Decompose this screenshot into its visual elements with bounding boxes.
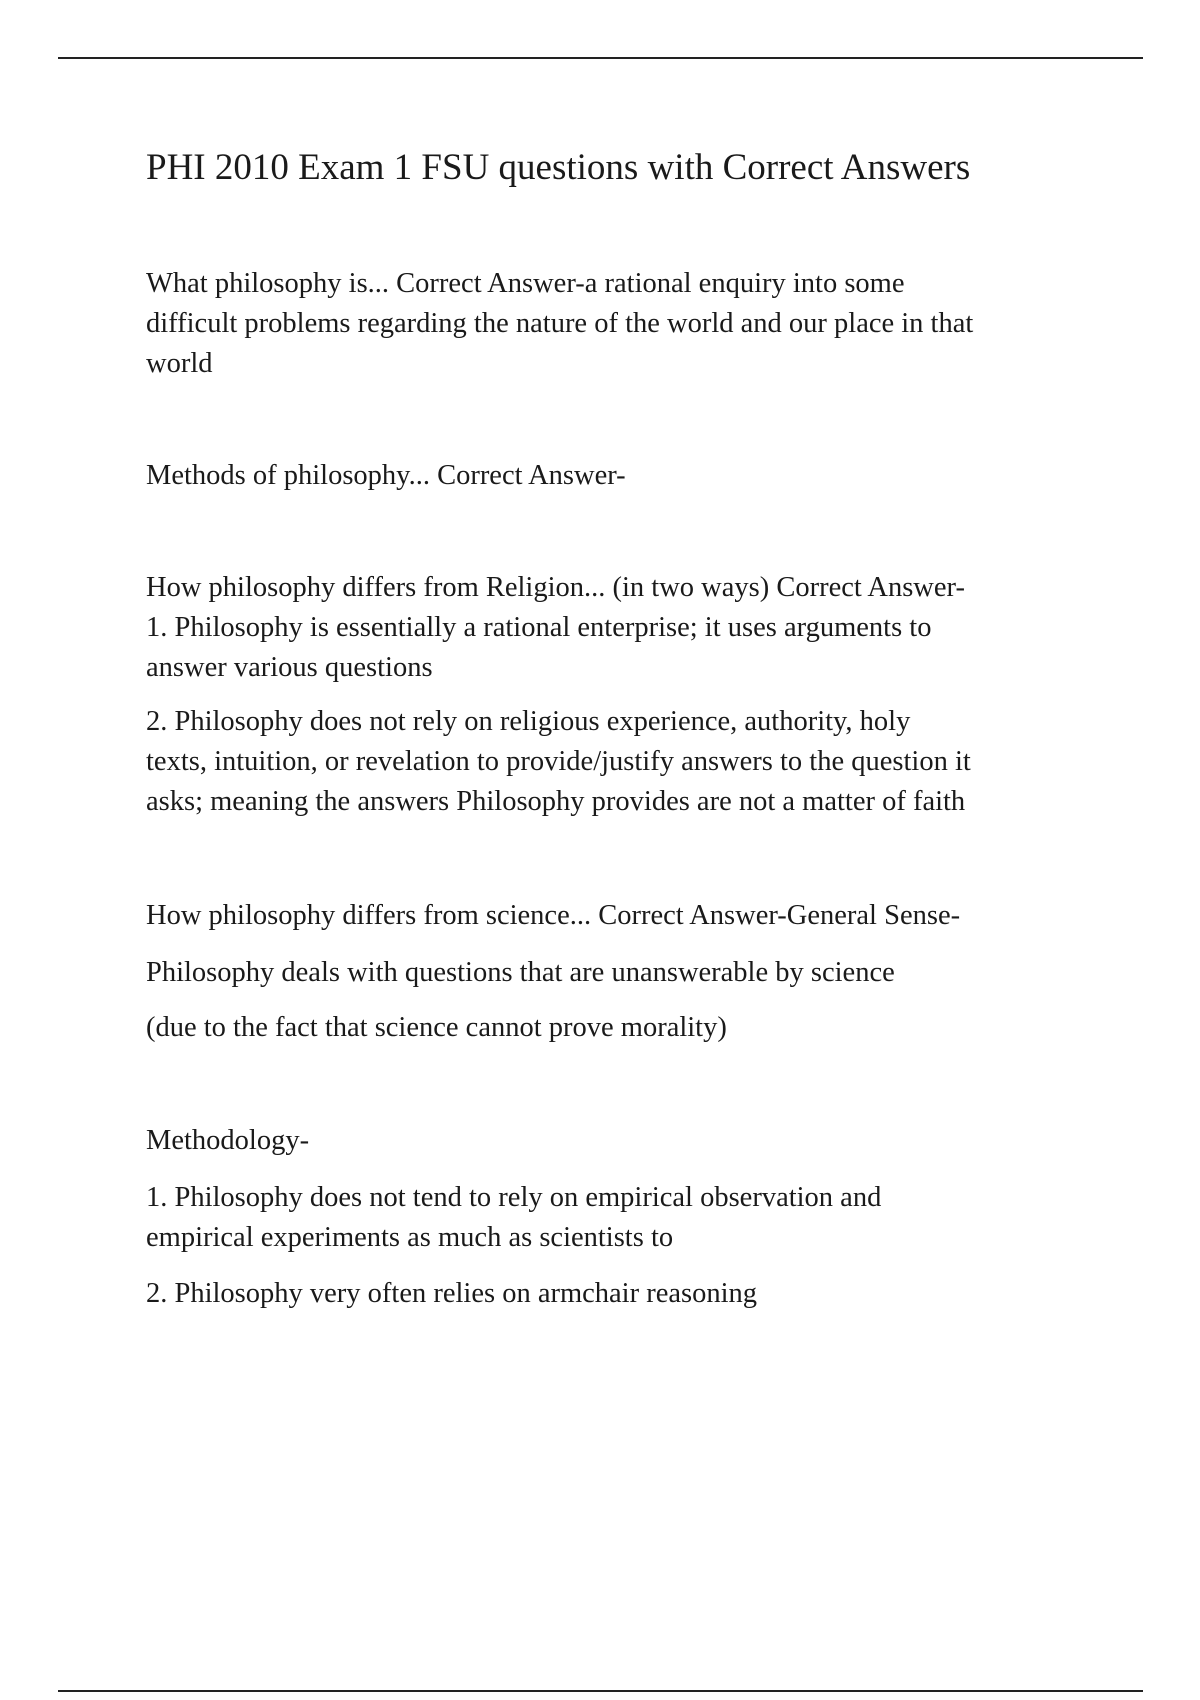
text-line: How philosophy differs from science... Correct Answer-General Sense-	[146, 900, 961, 931]
text-line: Methodology-	[146, 1125, 310, 1156]
top-rule	[58, 57, 1143, 59]
text-line: 2. Philosophy does not rely on religious experience, authority, holy	[146, 706, 911, 737]
text-line: empirical experiments as much as scientists to	[146, 1222, 674, 1253]
text-line: texts, intuition, or revelation to provide/justify answers to the question it	[146, 746, 971, 777]
text-line: difficult problems regarding the nature of the world and our place in that	[146, 308, 974, 339]
paragraph-religion-point-two	[146, 702, 1106, 822]
text-line: 1. Philosophy is essentially a rational enterprise; it uses arguments to	[146, 612, 932, 643]
paragraph-science-general-sense	[146, 953, 1106, 993]
paragraph-differs-from-science	[146, 896, 1106, 936]
paragraph-methods-of-philosophy	[146, 456, 1106, 496]
paragraph-what-philosophy-is	[146, 264, 1106, 384]
text-line: Philosophy deals with questions that are unanswerable by science	[146, 957, 895, 988]
paragraph-methodology-point-two	[146, 1274, 1106, 1314]
text-line: asks; meaning the answers Philosophy provides are not a matter of faith	[146, 786, 966, 817]
paragraph-differs-from-religion	[146, 568, 1106, 688]
paragraph-methodology-point-one	[146, 1178, 1106, 1258]
text-line: What philosophy is... Correct Answer-a rational enquiry into some	[146, 268, 905, 299]
text-line: How philosophy differs from Religion... (in two ways) Correct Answer-	[146, 572, 965, 603]
text-line: world	[146, 348, 213, 379]
bottom-rule	[58, 1690, 1143, 1692]
text-line: Methods of philosophy... Correct Answer-	[146, 460, 626, 491]
paragraph-methodology-heading	[146, 1121, 1106, 1161]
text-line: answer various questions	[146, 652, 433, 683]
paragraph-science-morality	[146, 1008, 1106, 1048]
text-line: (due to the fact that science cannot prove morality)	[146, 1012, 727, 1043]
text-line: 1. Philosophy does not tend to rely on empirical observation and	[146, 1182, 882, 1213]
document-title: PHI 2010 Exam 1 FSU questions with Correct Answers	[146, 147, 971, 188]
text-line: 2. Philosophy very often relies on armchair reasoning	[146, 1278, 758, 1309]
